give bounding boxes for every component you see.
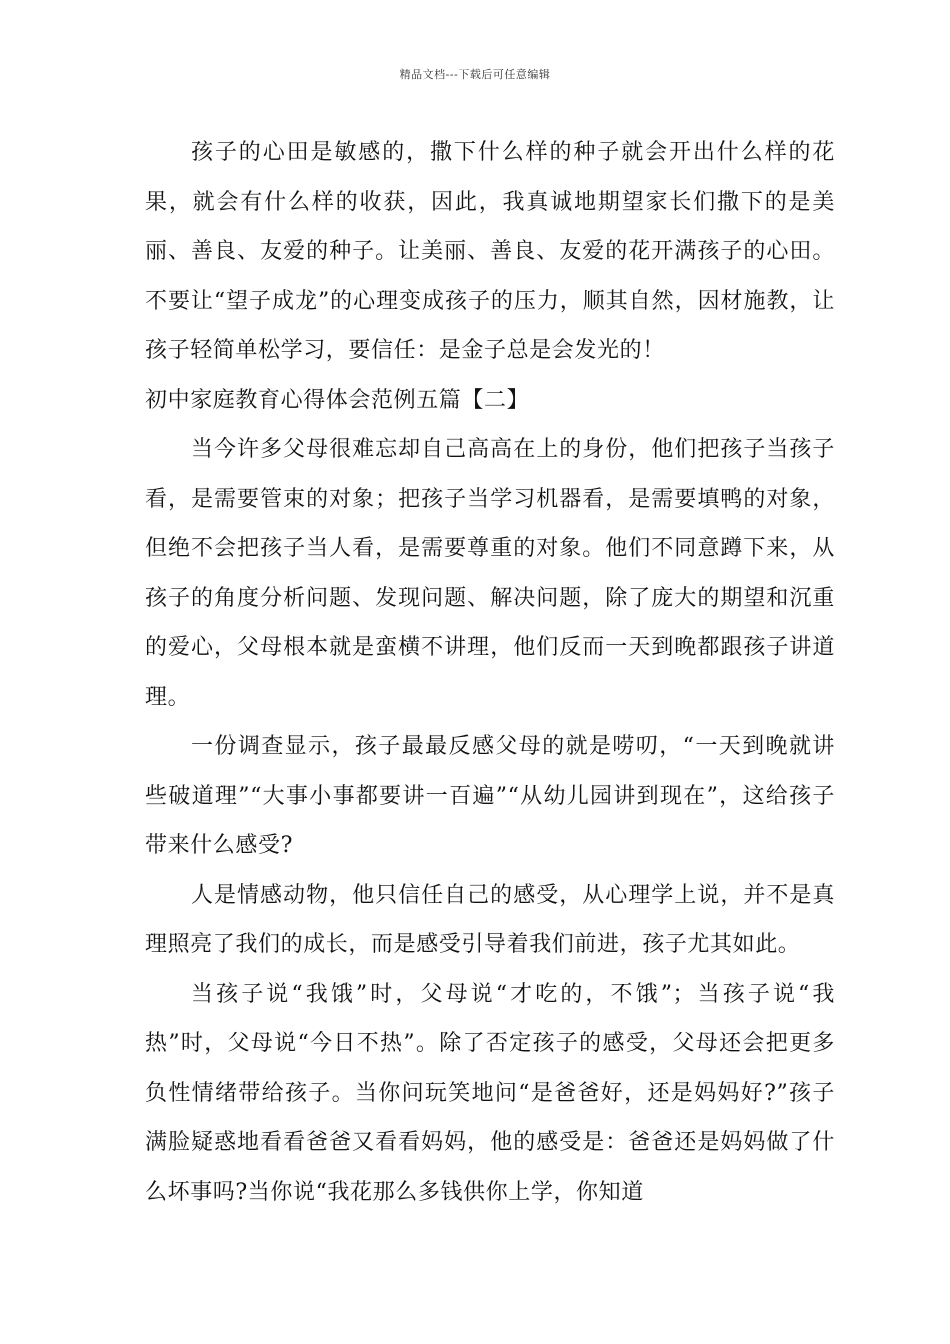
section-heading: 初中家庭教育心得体会范例五篇【二】 (145, 387, 530, 413)
document-body (145, 128, 835, 1217)
paragraph-3: 一份调查显示，孩子最最反感父母的就是唠叨，“一天到晚就讲些破道理”“大事小事都要讲一百遍”“从幼儿园讲到现在”，这给孩子带来什么感受? (145, 734, 835, 858)
page-header: 精品文档---下载后可任意编辑 (399, 68, 551, 81)
paragraph-1: 孩子的心田是敏感的，撒下什么样的种子就会开出什么样的花果，就会有什么样的收获，因此，我真诚地期望家长们撒下的是美丽、善良、友爱的种子。让美丽、善良、友爱的花开满孩子的心田。不要让“望子成龙”的心理变成孩子的压力，顺其自然，因材施教，让孩子轻简单松学习，要信任：是金子总是会发光的！ (145, 140, 835, 363)
paragraph-2: 当今许多父母很难忘却自己高高在上的身份，他们把孩子当孩子看，是需要管束的对象；把孩子当学习机器看，是需要填鸭的对象，但绝不会把孩子当人看，是需要尊重的对象。他们不同意蹲下来，从孩子的角度分析问题、发现问题、解决问题，除了庞大的期望和沉重的爱心，父母根本就是蛮横不讲理，他们反而一天到晚都跟孩子讲道理。 (145, 437, 835, 710)
paragraph-5: 当孩子说“我饿”时，父母说“才吃的，不饿”；当孩子说“我热”时，父母说“今日不热”。除了否定孩子的感受，父母还会把更多负性情绪带给孩子。当你问玩笑地问“是爸爸好，还是妈妈好?”孩子满脸疑惑地看看爸爸又看看妈妈，他的感受是：爸爸还是妈妈做了什么坏事吗?当你说“我花那么多钱供你上学，你知道 (145, 981, 835, 1205)
paragraph-4: 人是情感动物，他只信任自己的感受，从心理学上说，并不是真理照亮了我们的成长，而是感受引导着我们前进，孩子尤其如此。 (145, 882, 835, 957)
